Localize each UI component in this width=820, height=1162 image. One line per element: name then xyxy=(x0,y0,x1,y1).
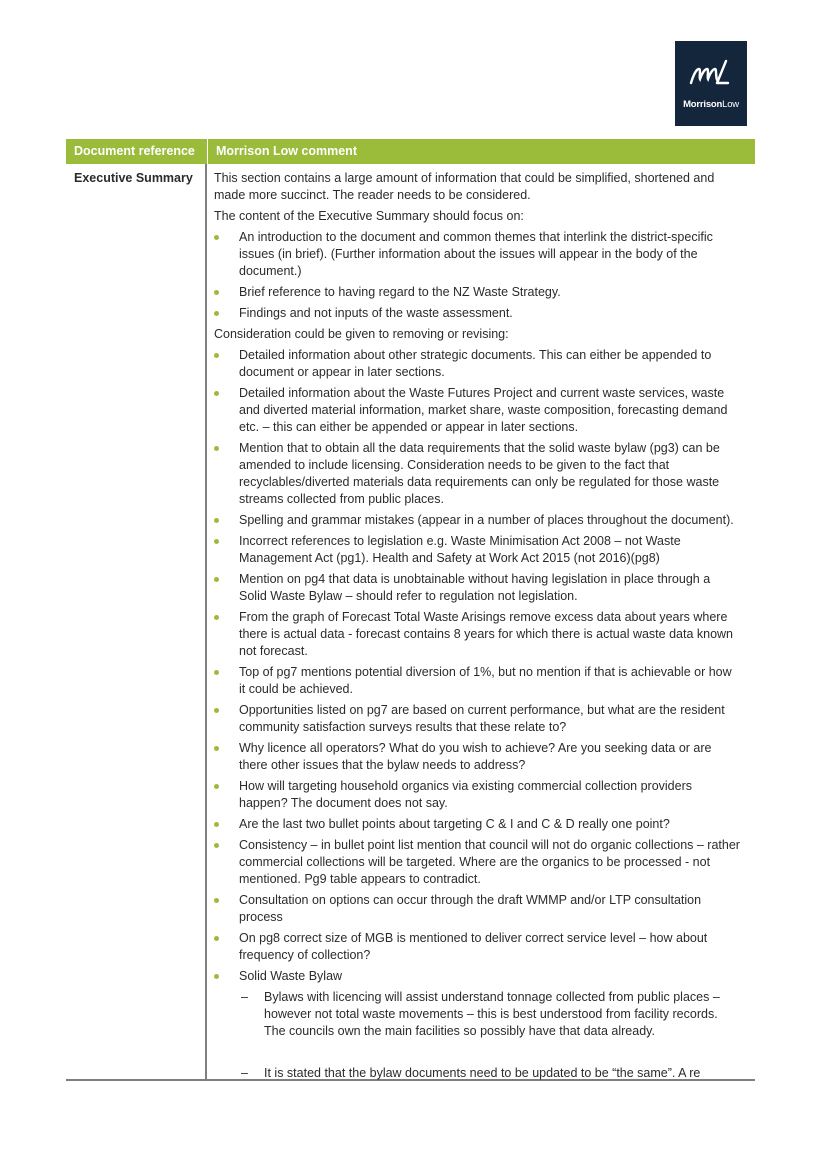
list-item: Top of pg7 mentions potential diversion of 1%, but no mention if that is achievable or how it could be achieved. xyxy=(214,664,741,698)
bullet-icon xyxy=(214,311,219,316)
list-item: Findings and not inputs of the waste assessment. xyxy=(214,305,741,322)
bullet-icon xyxy=(214,843,219,848)
header-document-reference: Document reference xyxy=(74,144,195,158)
focus-lead: The content of the Executive Summary should focus on: xyxy=(214,209,524,223)
comment-table xyxy=(66,139,755,1081)
list-item: Opportunities listed on pg7 are based on current performance, but what are the resident community satisfaction surveys results that these relate to? xyxy=(214,702,741,736)
bullet-icon xyxy=(214,708,219,713)
bullet-icon xyxy=(214,615,219,620)
bullet-icon xyxy=(214,290,219,295)
logo-wordmark: MorrisonLow xyxy=(683,99,739,110)
revise-list xyxy=(214,347,741,1082)
list-item: Why licence all operators? What do you wish to achieve? Are you seeking data or are there other issues that the bylaw needs to address? xyxy=(214,740,741,774)
bullet-icon xyxy=(214,822,219,827)
list-item: Consultation on options can occur through the draft WMMP and/or LTP consultation process xyxy=(214,892,741,926)
table-row xyxy=(66,164,755,1081)
list-item: Mention that to obtain all the data requirements that the solid waste bylaw (pg3) can be amended to include licensing. Consideration needs to be given to the fact that recyclables/diverted materials data requirements can only be regulated for those waste streams collected from public places. xyxy=(214,440,741,508)
list-item: Brief reference to having regard to the NZ Waste Strategy. xyxy=(214,284,741,301)
list-item: Incorrect references to legislation e.g. Waste Minimisation Act 2008 – not Waste Management Act (pg1). Health and Safety at Work Act 2015 (not 2016)(pg8) xyxy=(214,533,741,567)
morrison-low-monogram-icon xyxy=(688,59,734,87)
list-item: Are the last two bullet points about targeting C & I and C & D really one point? xyxy=(214,816,741,833)
row-reference: Executive Summary xyxy=(66,164,207,1079)
bylaw-sublist xyxy=(239,989,741,1082)
dash-icon: – xyxy=(241,1066,248,1080)
bullet-icon xyxy=(214,746,219,751)
dash-icon: – xyxy=(241,990,248,1004)
list-item: Mention on pg4 that data is unobtainable without having legislation in place through a Solid Waste Bylaw – should refer to regulation not legislation. xyxy=(214,571,741,605)
bullet-icon xyxy=(214,391,219,396)
morrison-low-logo xyxy=(675,41,747,126)
bullet-icon xyxy=(214,235,219,240)
list-item-bylaw: Solid Waste Bylaw – Bylaws with licencing will assist understand tonnage collected from public places – however not total waste movements – this is best understood from facility records. The councils own the main facilities so possibly have that data already. – It is stated that the bylaw documents need to be updated to be “the same”. A re xyxy=(214,968,741,1082)
bullet-icon xyxy=(214,974,219,979)
bullet-icon xyxy=(214,784,219,789)
bullet-icon xyxy=(214,539,219,544)
table-header xyxy=(66,139,755,164)
row-comment xyxy=(207,164,755,1079)
bullet-icon xyxy=(214,446,219,451)
sub-list-item: – It is stated that the bylaw documents need to be updated to be “the same”. A re xyxy=(241,1066,701,1080)
list-item: From the graph of Forecast Total Waste Arisings remove excess data about years where there is actual data - forecast contains 8 years for which there is actual waste data known not forecast. xyxy=(214,609,741,660)
revise-lead: Consideration could be given to removing or revising: xyxy=(214,327,509,341)
list-item: How will targeting household organics via existing commercial collection providers happen? The document does not say. xyxy=(214,778,741,812)
bullet-icon xyxy=(214,353,219,358)
list-item: Detailed information about the Waste Futures Project and current waste services, waste and diverted material information, market share, waste composition, forecasting demand etc. – this can either be appended or appear in later sections. xyxy=(214,385,741,436)
focus-list xyxy=(214,229,741,322)
bullet-icon xyxy=(214,936,219,941)
list-item: An introduction to the document and common themes that interlink the district-specific issues (in brief). (Further information about the issues will appear in the body of the document.) xyxy=(214,229,741,280)
sub-list-item: – Bylaws with licencing will assist understand tonnage collected from public places – however not total waste movements – this is best understood from facility records. The councils own the main facilities so possibly have that data already. xyxy=(241,990,720,1038)
list-item: Spelling and grammar mistakes (appear in a number of places throughout the document). xyxy=(214,512,741,529)
list-item: Detailed information about other strategic documents. This can either be appended to document or appear in later sections. xyxy=(214,347,741,381)
bullet-icon xyxy=(214,577,219,582)
bullet-icon xyxy=(214,670,219,675)
bullet-icon xyxy=(214,898,219,903)
list-item: Consistency – in bullet point list mention that council will not do organic collections – rather commercial collections will be targeted. Where are the organics to be processed - not mentioned. Pg9 table appears to contradict. xyxy=(214,837,741,888)
header-morrison-low-comment: Morrison Low comment xyxy=(207,139,755,164)
bullet-icon xyxy=(214,518,219,523)
intro-paragraph: This section contains a large amount of information that could be simplified, shortened and made more succinct. The reader needs to be considered. xyxy=(214,171,715,202)
list-item: On pg8 correct size of MGB is mentioned to deliver correct service level – how about frequency of collection? xyxy=(214,930,741,964)
